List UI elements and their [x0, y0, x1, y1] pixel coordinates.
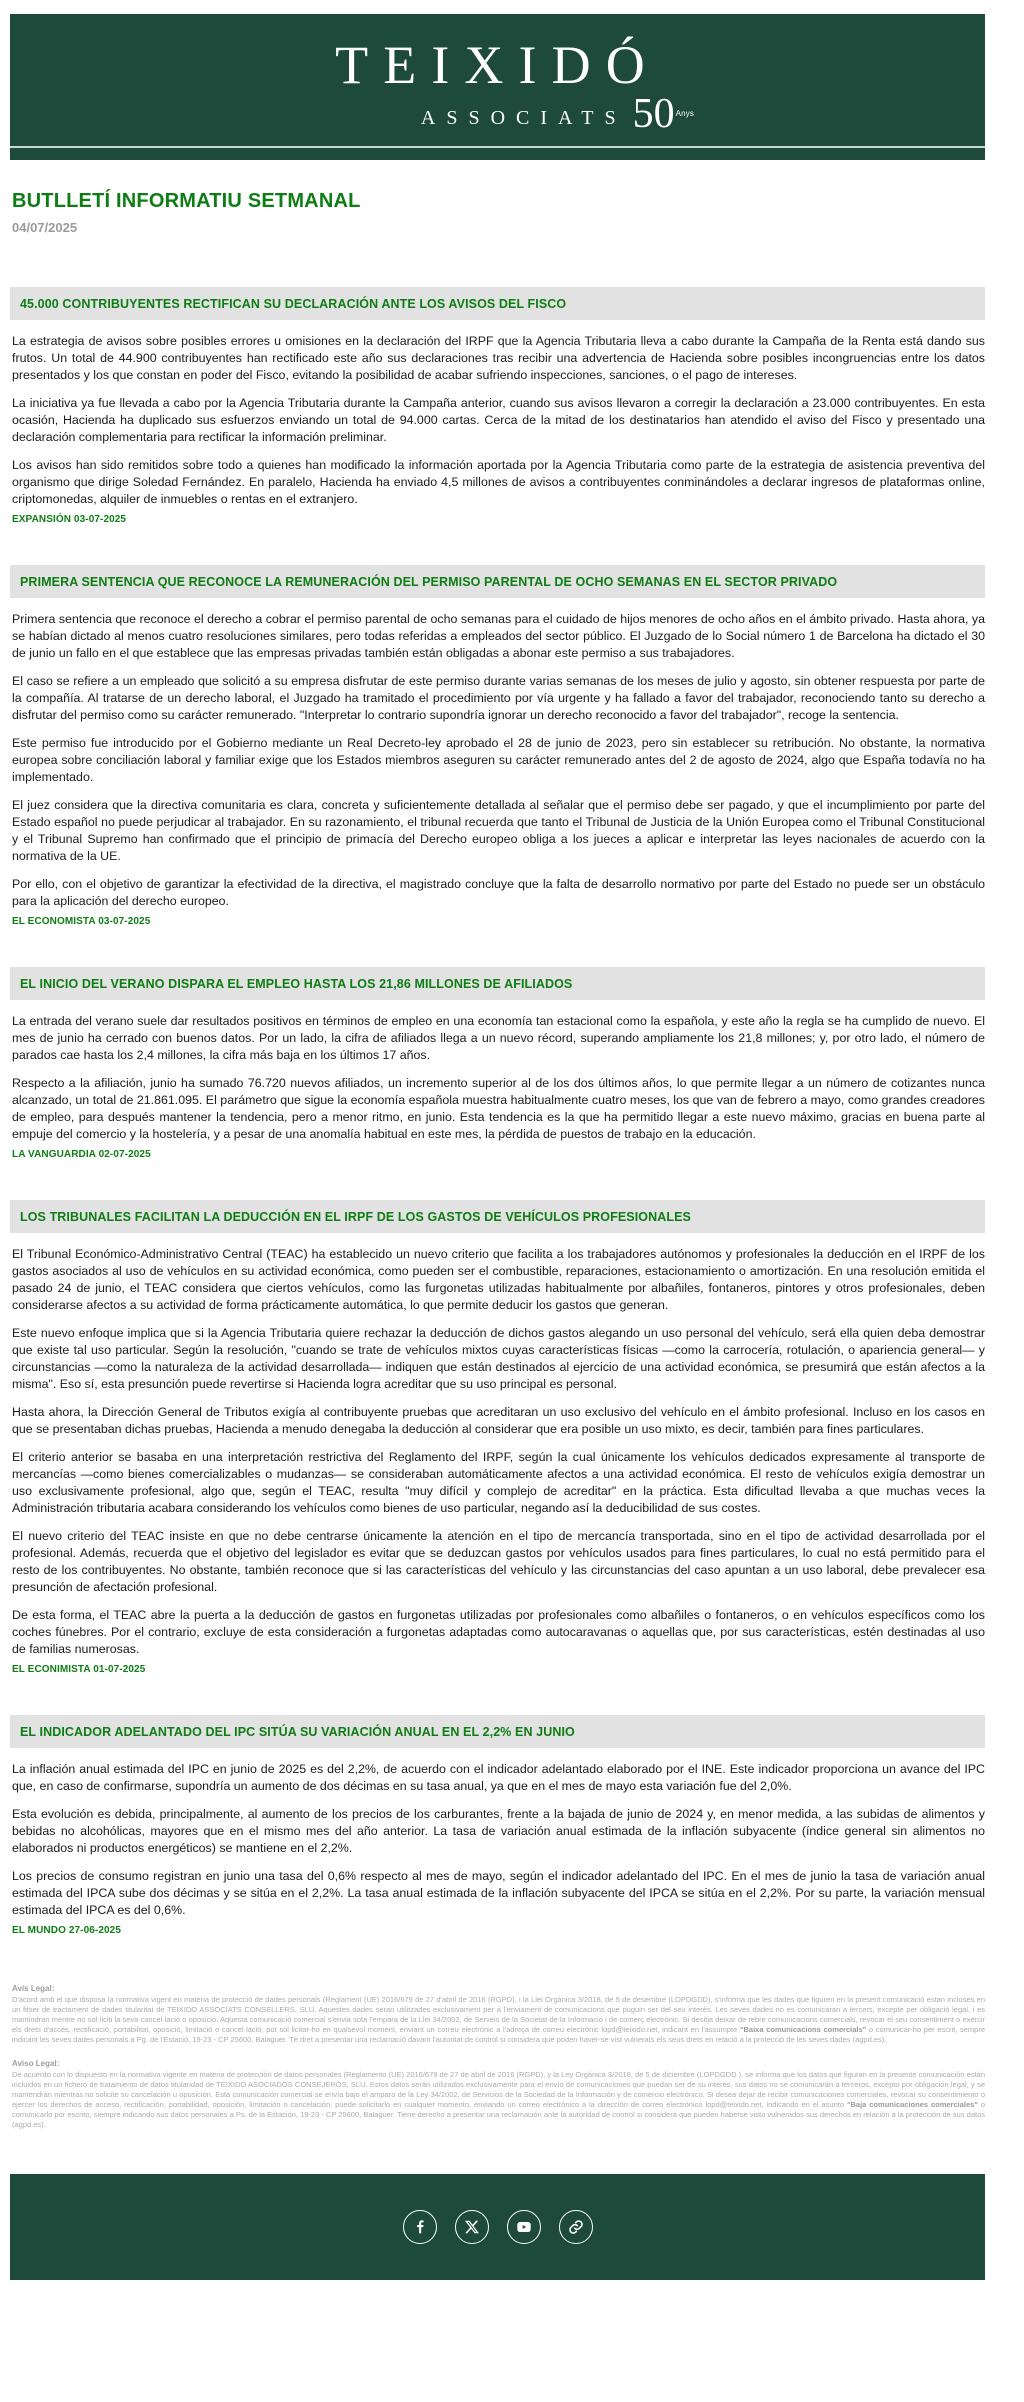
articles-list	[10, 287, 985, 1936]
article-body	[10, 611, 985, 910]
page-title: BUTLLETÍ INFORMATIU SETMANAL	[12, 190, 361, 212]
article-source: EL ECONOMISTA 03-07-2025	[12, 916, 151, 927]
article-paragraph: El criterio anterior se basaba en una interpretación restrictiva del Reglamento del IRPF, según la cual únicamente los vehículos dedicados expresamente al transporte de mercancías —como bienes comercializables o mudanzas— se consideraban automáticamente afectos a una actividad económica. El resto de vehículos exigía demostrar un uso exclusivamente profesional, algo que, según el TEAC, resulta "muy difícil y complejo de acreditar" en la práctica. Esta dificultad llevaba a que muchas veces la Administración tributaria acabara considerando los vehículos como bienes de uso particular, negando así la deducibilidad de sus costes.	[12, 1450, 985, 1515]
article-paragraph: El juez considera que la directiva comunitaria es clara, concreta y suficientemente detallada al señalar que el permiso debe ser pagado, y que el incumplimiento por parte del Estado español no puede perjudicar al trabajador. En su razonamiento, el tribunal recuerda que tanto el Tribunal de Justicia de la Unión Europea como el Tribunal Constitucional y el Tribunal Supremo han confirmado que el principio de primacía del Derecho europeo obliga a los jueces a aplicar e interpretar las leyes nacionales de acuerdo con la normativa de la UE.	[12, 798, 985, 863]
article-paragraph: Este permiso fue introducido por el Gobierno mediante un Real Decreto-ley aprobado el 28 de junio de 2023, pero sin establecer su retribución. No obstante, la normativa europea sobre conciliación laboral y familiar exige que los Estados miembros aseguren su carácter remunerado antes del 2 de agosto de 2024, algo que España todavía no ha implementado.	[12, 736, 985, 784]
brand-name: TEIXIDÓ	[335, 35, 660, 95]
article-paragraph: Esta evolución es debida, principalmente, al aumento de los precios de los carburantes, frente a la bajada de junio de 2024 y, en menor medida, a las subidas de alimentos y bebidas no alcohólicas, mayores que en el mismo mes del año anterior. La tasa de variación anual estimada de la inflación subyacente (índice general sin alimentos no elaborados ni productos energéticos) se mantiene en el 2,2%.	[12, 1807, 985, 1855]
article-body	[10, 1013, 985, 1143]
article-source: EXPANSIÓN 03-07-2025	[12, 514, 127, 525]
article-paragraph: Primera sentencia que reconoce el derecho a cobrar el permiso parental de ocho semanas para el cuidado de hijos menores de ocho años en el ámbito privado. Hasta ahora, ya se habían dictado al menos cuatro resoluciones similares, pero todas referidas a empleados del sector público. El Juzgado de lo Social número 1 de Barcelona ha dictado el 30 de junio un fallo en el que establece que las empresas privadas también están obligadas a abonar este permiso a sus trabajadores.	[12, 612, 985, 660]
article-paragraph: La iniciativa ya fue llevada a cabo por la Agencia Tributaria durante la Campaña anterior, cuando sus avisos llevaron a corregir la declaración a 23.000 contribuyentes. En esta ocasión, Hacienda ha duplicado sus esfuerzos enviando un total de 94.000 cartas. Cerca de la mitad de los destinatarios han atendido el aviso del Fisco y presentado una declaración complementaria para rectificar la información preliminar.	[12, 396, 985, 444]
legal-heading-ca: Avís Legal:	[12, 1984, 55, 1993]
article	[10, 967, 985, 1160]
article-paragraph: El Tribunal Económico-Administrativo Central (TEAC) ha establecido un nuevo criterio que facilita a los trabajadores autónomos y profesionales la deducción en el IRPF de los gastos asociados al uso de vehículos en su actividad económica, como pueden ser el combustible, reparaciones, estacionamiento o amortización. En una resolución emitida el pasado 24 de junio, el TEAC considera que ciertos vehículos, como las furgonetas utilizadas habitualmente por albañiles, fontaneros, pintores y otros profesionales, deben considerarse afectos a su actividad de forma prácticamente automática, lo que permite deducir los gastos que generan.	[12, 1247, 985, 1312]
article-paragraph: La estrategia de avisos sobre posibles errores u omisiones en la declaración del IRPF que la Agencia Tributaria lleva a cabo durante la Campaña de la Renta está dando sus frutos. Un total de 44.900 contribuyentes han rectificado este año sus declaraciones tras recibir una advertencia de Hacienda sobre posibles incongruencias entre los datos presentados y los que constan en poder del Fisco, evitando la posibilidad de acabar sufriendo inspecciones, sanciones, o el pago de intereses.	[12, 334, 985, 382]
article-paragraph: La inflación anual estimada del IPC en junio de 2025 es del 2,2%, de acuerdo con el indicador adelantado elaborado por el INE. Este indicador proporciona un avance del IPC que, en caso de confirmarse, supondría un aumento de dos décimas en su tasa anual, ya que en el mes de mayo esta variación fue del 2,0%.	[12, 1762, 985, 1793]
article-source: EL ECONIMISTA 01-07-2025	[12, 1664, 146, 1675]
legal-text-es-bold: "Baja comunicaciones comerciales"	[846, 2100, 978, 2109]
facebook-icon[interactable]	[403, 2210, 437, 2244]
article-source: EL MUNDO 27-06-2025	[12, 1925, 121, 1936]
header-banner	[10, 14, 985, 160]
legal-text-ca-body: D'acord amb el que disposa la normativa vigent en matèria de protecció de dades personals (Reglament (UE) 2016/679 de 27 d'abril de 2016 (RGPD), i la Llei Orgànica 3/2018, de 5 de desembre (LOPDGDD), s'informa que les dades que figuren en la present comunicació estan incloses en un fitxer de tractament de dades titularitat de TEIXIDO ASSOCIATS CONSELLERS, SLU. Aquestes dades seran utilitzades exclusivament per a l'enviament de comunicacions que puguin ser del seu interès. Les seves dades no es comunicaran a tercers, excepte per obligació legal, i es mantindran mentre no sol·liciti la seva cancel·lació o oposició. Aquesta comunicació comercial s'envia sota l'empara de la Llei 34/2002, de Serveis de la Societat de la Informació i de comerç electrònic. Si desitja deixar de rebre comunicacions comercials, revocar el seu consentiment o exercir els drets d'accés, rectificació, portabilitat, oposició, limitació o cancel·lació, pot sol·licitar-ho en qualsevol moment, enviant un correu electrònic a l'adreça de correu electrònic lopd@teixido.net, indicant en l'assumpte	[12, 1995, 985, 2034]
article-paragraph: Este nuevo enfoque implica que si la Agencia Tributaria quiere rechazar la deducción de dichos gastos alegando un uso personal del vehículo, será ella quien deba demostrar que existe tal uso particular. Según la resolución, "cuando se trate de vehículos mixtos cuyas características físicas —como la carrocería, rotulación, o apariencia general— y circunstancias —como la naturaleza de la actividad desarrollada— indiquen que están destinados al ejercicio de una actividad económica, se presumirá que están afectos a la misma". Eso sí, esta presunción puede revertirse si Hacienda logra acreditar que su uso principal es personal.	[12, 1326, 985, 1391]
article	[10, 1200, 985, 1675]
anniversary-number: 50	[632, 91, 675, 137]
article	[10, 1715, 985, 1936]
article-paragraph: La entrada del verano suele dar resultados positivos en términos de empleo en una economía tan estacional como la española, y este año la regla se ha cumplido de nuevo. El mes de junio ha cerrado con buenos datos. Por un lado, la cifra de afiliados llega a un nuevo récord, superando ampliamente los 21,8 millones; y, por otro lado, el número de parados cae hasta los 2,4 millones, la cifra más baja en los últimos 17 años.	[12, 1014, 985, 1062]
legal-heading-es: Aviso Legal:	[12, 2059, 60, 2068]
newsletter-date: 04/07/2025	[12, 220, 78, 235]
article-headline: EL INDICADOR ADELANTADO DEL IPC SITÚA SU VARIACIÓN ANUAL EN EL 2,2% EN JUNIO	[10, 1715, 985, 1748]
article-paragraph: Respecto a la afiliación, junio ha sumado 76.720 nuevos afiliados, un incremento superior al de los dos últimos años, lo que permite llegar a un número de cotizantes nunca alcanzado, un total de 21.861.095. El parámetro que sigue la economía española muestra habitualmente cuatro meses, los que van de febrero a mayo, como grandes creadores de empleo, para después mantener la tendencia, pero a menor ritmo, en junio. Esta tendencia es la que ha permitido llegar a este nuevo máximo, gracias en buena parte al empuje del comercio y la hostelería, y a pesar de una anomalía habitual en este mes, la pérdida de puestos de trabajo en la educación.	[12, 1076, 985, 1141]
legal-text-es	[12, 2070, 985, 2130]
article-body	[10, 333, 985, 508]
article-paragraph: El nuevo criterio del TEAC insiste en que no debe centrarse únicamente la atención en el tipo de mercancía transportada, sino en el tipo de actividad desarrollada por el profesional. Además, recuerda que el objetivo del legislador es evitar que se deduzcan gastos por vehículos usados para fines particulares, lo cual no está permitido para el resto de los contribuyentes. No obstante, también reconoce que si las características del vehículo y las circunstancias del caso apuntan a un uso laboral, debe prevalecer esa presunción de afectación profesional.	[12, 1529, 985, 1594]
article-body	[10, 1761, 985, 1919]
article-paragraph: Los avisos han sido remitidos sobre todo a quienes han modificado la información aportada por la Agencia Tributaria como parte de la estrategia de asistencia preventiva del organismo que dirige Soledad Fernández. En paralelo, Hacienda ha enviado 4,5 millones de avisos a contribuyentes conminándoles a declarar ingresos de plataformas online, criptomonedas, alquiler de inmuebles o rentas en el extranjero.	[12, 458, 985, 506]
article	[10, 287, 985, 525]
article-headline: EL INICIO DEL VERANO DISPARA EL EMPLEO HASTA LOS 21,86 MILLONES DE AFILIADOS	[10, 967, 985, 1000]
link-icon[interactable]	[559, 2210, 593, 2244]
legal-text-ca-bold: "Baixa comunicacions comercials"	[739, 2025, 867, 2034]
legal-text-ca	[12, 1995, 985, 2045]
youtube-icon[interactable]	[507, 2210, 541, 2244]
banner-divider	[10, 146, 985, 148]
article-body	[10, 1246, 985, 1658]
brand-logo	[10, 35, 985, 137]
brand-subname: ASSOCIATS	[420, 106, 627, 129]
article-paragraph: El caso se refiere a un empleado que solicitó a su empresa disfrutar de este permiso durante varias semanas de los meses de julio y agosto, sin obtener respuesta por parte de la compañía. Al tratarse de un derecho laboral, el Juzgado ha tramitado el procedimiento por vía urgente y ha fallado a favor del trabajador, reconociendo tanto su derecho a disfrutar del permiso como su carácter remunerado. "Interpretar lo contrario supondría ignorar un derecho reconocido a favor del trabajador", recoge la sentencia.	[12, 674, 985, 722]
legal-text-ca-rest: o comunicar-ho per escrit, sempre indicant les seves dades personals a Pg. de l'Estació, 19-23 - CP 25600, Balaguer. Té dret a presentar una reclamació davant l'autoritat de control si considera que poden haver-se vist vulnerats els seus drets en relació a la protecció de les seves dades (agpd.es).	[12, 2025, 985, 2044]
footer-banner	[10, 2174, 985, 2280]
x-twitter-icon[interactable]	[455, 2210, 489, 2244]
article-headline: 45.000 CONTRIBUYENTES RECTIFICAN SU DECLARACIÓN ANTE LOS AVISOS DEL FISCO	[10, 287, 985, 320]
article-headline: LOS TRIBUNALES FACILITAN LA DEDUCCIÓN EN EL IRPF DE LOS GASTOS DE VEHÍCULOS PROFESIONALES	[10, 1200, 985, 1233]
article-headline: PRIMERA SENTENCIA QUE RECONOCE LA REMUNERACIÓN DEL PERMISO PARENTAL DE OCHO SEMANAS EN EL SECTOR PRIVADO	[10, 565, 985, 598]
anniversary-badge	[632, 91, 695, 137]
article-paragraph: Hasta ahora, la Dirección General de Tributos exigía al contribuyente pruebas que acreditaran un uso exclusivo del vehículo en el ámbito profesional. Incluso en los casos en que se presentaban dichas pruebas, Hacienda a menudo denegaba la deducción al considerar que era posible un uso mixto, es decir, también para fines particulares.	[12, 1405, 985, 1436]
legal-text-es-rest: o comunicarlo por escrito, siempre indicando sus datos personales a Ps. de la Estación, 19-23 - CP 25600, Balaguer. Tiene derecho a presentar una reclamación ante la autoridad de control si considera que pueden haberse visto vulnerados sus derechos en relación a la protección de sus datos (agpd.es).	[12, 2100, 985, 2129]
article	[10, 565, 985, 927]
legal-notices	[10, 1984, 985, 2130]
anniversary-label: Anys	[675, 108, 695, 118]
article-paragraph: De esta forma, el TEAC abre la puerta a la deducción de gastos en furgonetas utilizadas por profesionales como albañiles o fontaneros, o en vehículos específicos como los coches fúnebres. Por el contrario, excluye de esta consideración a furgonetas adaptadas como autocaravanas o aquellas que, por sus características, estén destinadas al uso de familias numerosas.	[12, 1608, 985, 1656]
article-paragraph: Los precios de consumo registran en junio una tasa del 0,6% respecto al mes de mayo, según el indicador adelantado del IPC. En el mes de junio la tasa de variación anual estimada del IPCA sube dos décimas y se sitúa en el 2,2%. La tasa anual estimada de la inflación subyacente del IPCA se sitúa en el 2,2%. Por su parte, la variación mensual estimada del IPCA es del 0,6%.	[12, 1869, 985, 1917]
article-source: LA VANGUARDIA 02-07-2025	[12, 1149, 151, 1160]
legal-text-es-body: De acuerdo con lo dispuesto en la normativa vigente en materia de protección de datos personales (Reglamento (UE) 2016/679 de 27 de abril de 2016 (RGPD), y la Ley Orgánica 3/2018, de 5 de diciembre (LOPDGDD ), se informa que los datos que figuran en la presente comunicación están incluidos en un fichero de tratamiento de datos titularidad de TEIXIDO ASOCIADOS CONSEJEROS, SLU. Estos datos serán utilizados exclusivamente para el envío de comunicaciones que puedan ser de su interés. sus datos no se comunicarán a terceros, excepto por obligación legal, y se mantendrán mientras no solicite su cancelación u oposición. Esta comunicación comercial se envía bajo el amparo de la Ley 34/2002, de Servicios de la Sociedad de la Información y de comercio electrónico. Si desea dejar de recibir comunicaciones comerciales, revocar su consentimiento o ejercer los derechos de acceso, rectificación, portabilidad, oposición, limitación o cancelación, puede solicitarlo en cualquier momento, enviando un correo electrónico a la dirección de correo electrónico lopd@teixido.net, indicando en el asunto	[12, 2070, 985, 2109]
social-links	[403, 2210, 593, 2244]
article-paragraph: Por ello, con el objetivo de garantizar la efectividad de la directiva, el magistrado concluye que la falta de desarrollo normativo por parte del Estado no puede ser un obstáculo para la aplicación del derecho europeo.	[12, 877, 985, 908]
